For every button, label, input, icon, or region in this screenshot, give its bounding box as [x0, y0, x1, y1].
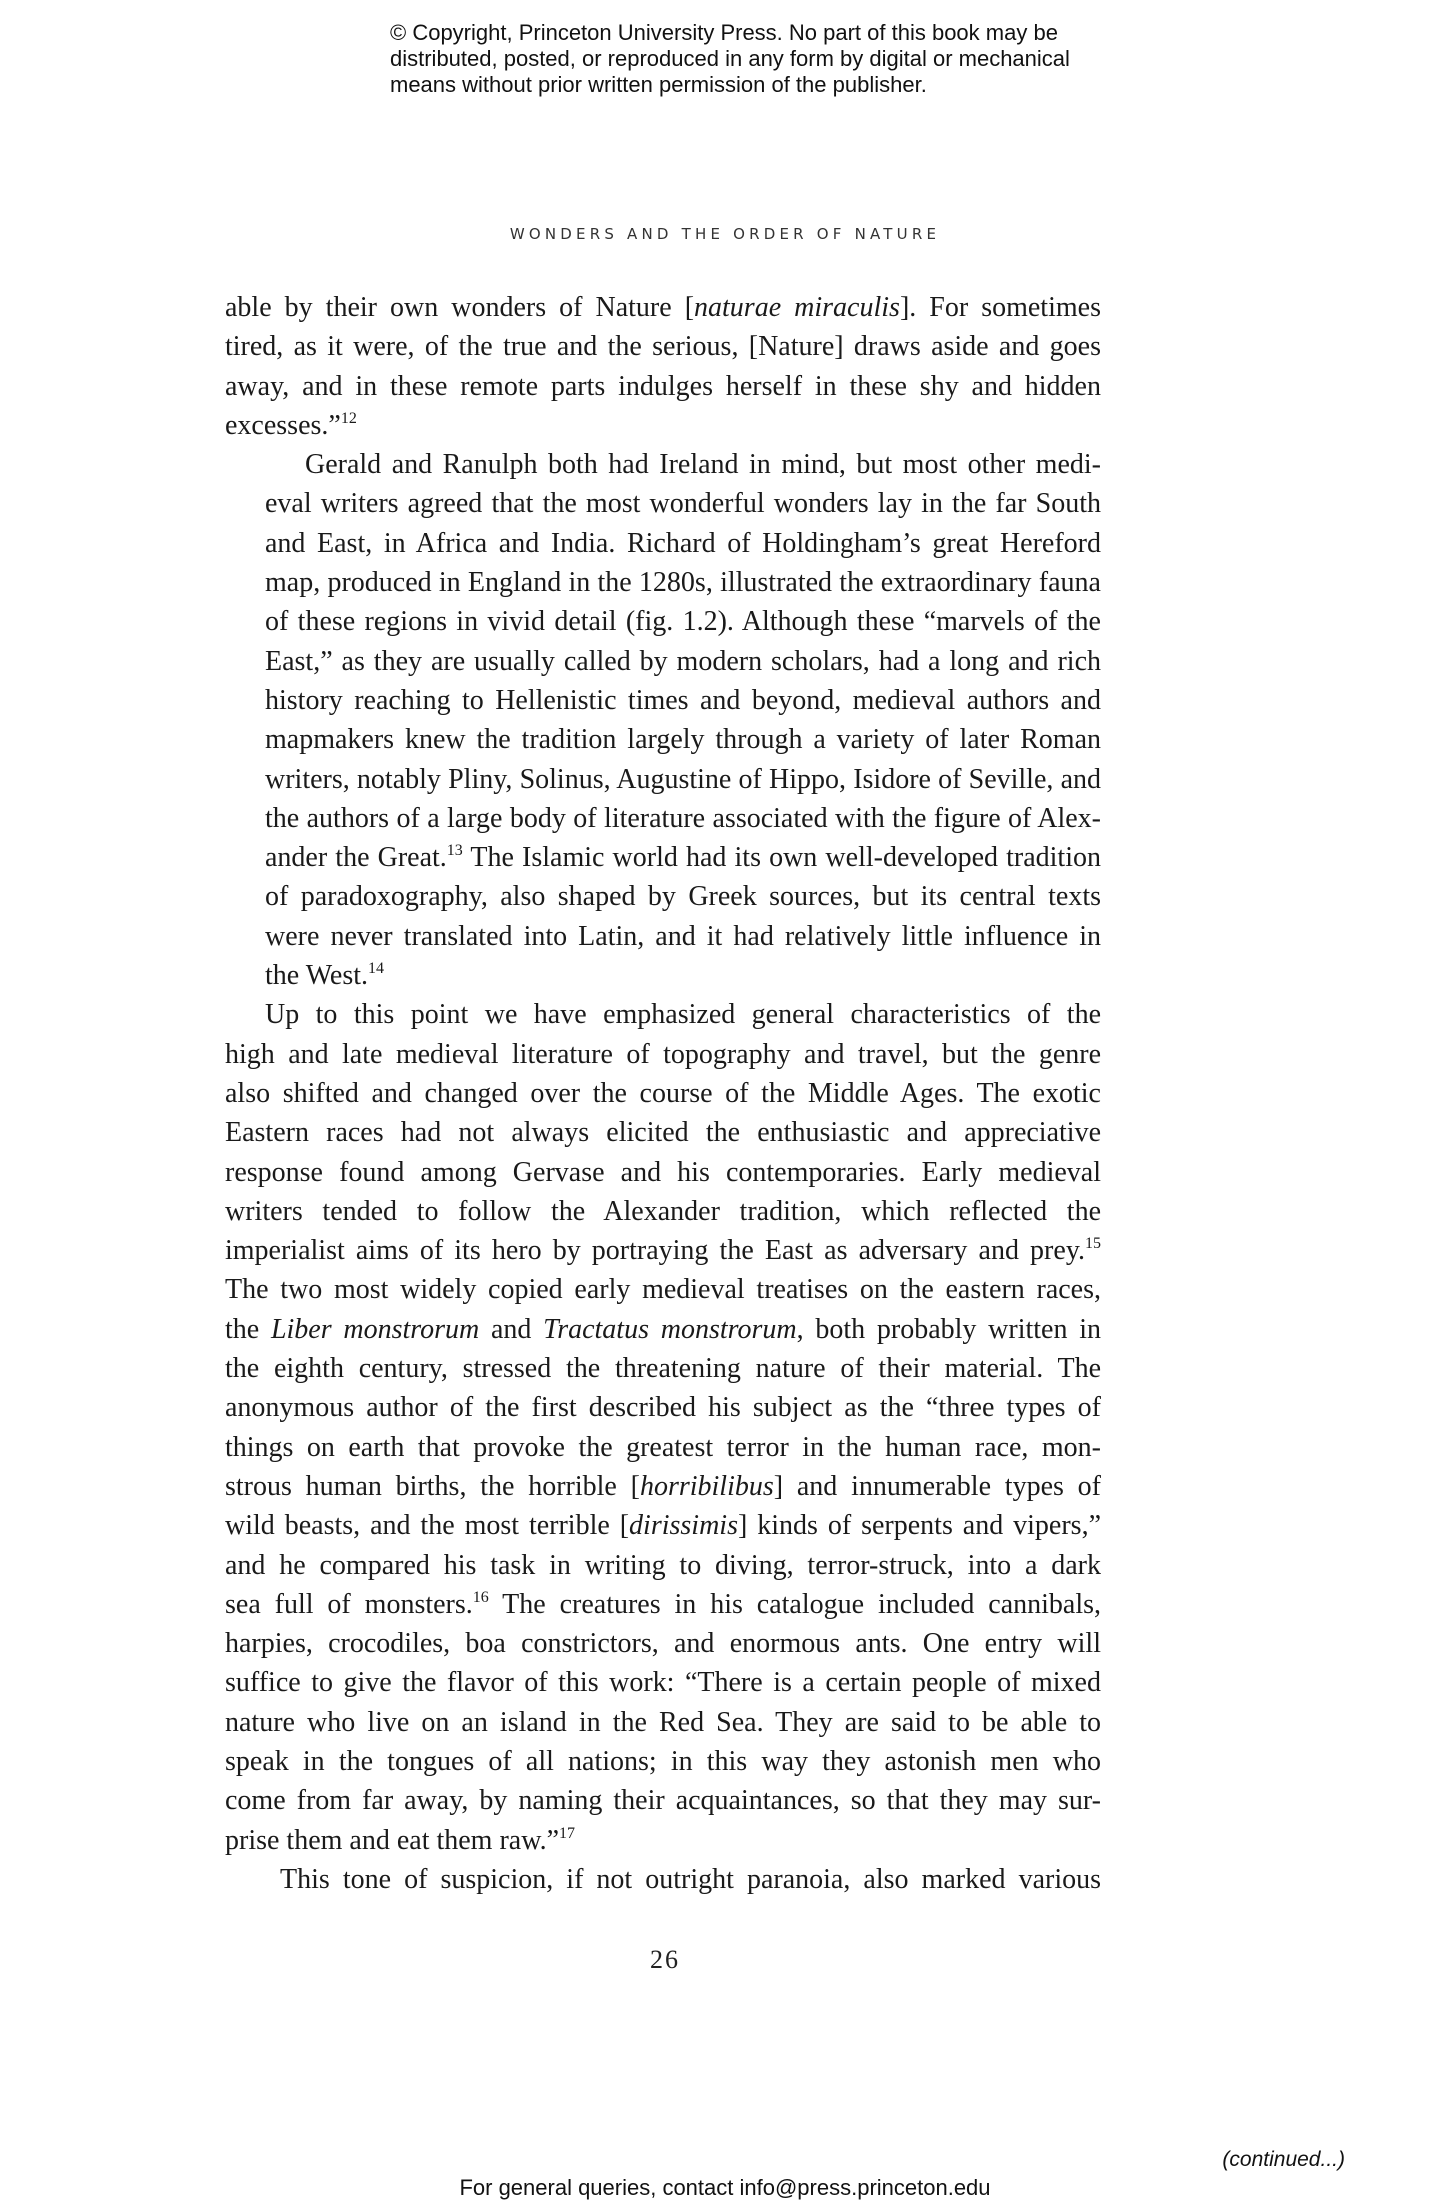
- paragraph: [225, 445, 1101, 995]
- text-line: ander the Great.$^{13}$ The Islamic world had its own well-developed tradition: [265, 842, 1101, 874]
- book-title: Liber monstrorum: [270, 1313, 480, 1345]
- footnote-ref: 14: [368, 960, 384, 978]
- footnote-ref: 13: [446, 842, 463, 860]
- text-line: tired, as it were, of the true and the serious, [Nature] draws aside and goes: [225, 331, 1101, 363]
- text-line: speak in the tongues of all nations; in this way they astonish men who: [225, 1745, 1101, 1777]
- footer-contact: For general queries, contact info@press.princeton.edu: [459, 2175, 991, 2200]
- text-line: mapmakers knew the tradition largely through a variety of later Roman: [265, 724, 1101, 756]
- text-line: of these regions in vivid detail (fig. 1.2). Although these “marvels of the: [265, 606, 1101, 638]
- text-line: come from far away, by naming their acquaintances, so that they may sur-: [225, 1785, 1101, 1817]
- text-line: East,” as they are usually called by modern scholars, had a long and rich: [265, 645, 1101, 677]
- text-line: and he compared his task in writing to diving, terror-struck, into a dark: [225, 1549, 1101, 1581]
- text-line: away, and in these remote parts indulges herself in these shy and hidden: [225, 370, 1101, 402]
- text-line: suffice to give the flavor of this work: “There is a certain people of mixed: [225, 1667, 1101, 1699]
- book-title: Tractatus monstrorum: [543, 1313, 797, 1345]
- text-line: sea full of monsters.$^{16}$ The creatures in his catalogue included cannibals,: [225, 1588, 1102, 1620]
- copyright-line: distributed, posted, or reproduced in any form by digital or mechanical: [390, 46, 1070, 71]
- text-line: history reaching to Hellenistic times and beyond, medieval authors and: [265, 684, 1101, 716]
- text-line: writers, notably Pliny, Solinus, Augustine of Hippo, Isidore of Seville, and: [265, 763, 1101, 795]
- copyright-line: © Copyright, Princeton University Press. No part of this book may be: [390, 20, 1058, 45]
- text-line: the West.$^{14}$: [265, 960, 384, 992]
- text-line: response found among Gervase and his contemporaries. Early medieval: [225, 1156, 1101, 1188]
- copyright-line: means without prior written permission of the publisher.: [390, 72, 927, 97]
- text-line: prise them and eat them raw.”$^{17}$: [225, 1824, 576, 1856]
- text-line: of paradoxography, also shaped by Greek sources, but its central texts: [265, 881, 1101, 913]
- text-line: able by their own wonders of Nature [naturae miraculis]. For sometimes: [225, 292, 1101, 323]
- running-head: WONDERS AND THE ORDER OF NATURE: [509, 225, 941, 243]
- text-line: map, produced in England in the 1280s, illustrated the extraordinary fauna: [265, 567, 1101, 599]
- text-line: Gerald and Ranulph both had Ireland in mind, but most other medi-: [305, 449, 1101, 481]
- text-line: excesses.”$^{12}$: [225, 409, 357, 441]
- text-line: Eastern races had not always elicited the enthusiastic and appreciative: [225, 1117, 1101, 1149]
- text-line: and East, in Africa and India. Richard of Holdingham’s great Hereford: [265, 527, 1101, 559]
- text-line: wild beasts, and the most terrible [dirissimis] kinds of serpents and vipers,”: [225, 1510, 1101, 1542]
- body-text: [225, 288, 1101, 1899]
- text-line: writers tended to follow the Alexander tradition, which reflected the: [225, 1195, 1101, 1227]
- text-line: Up to this point we have emphasized general characteristics of the: [265, 999, 1101, 1031]
- footnote-ref: 16: [472, 1588, 489, 1606]
- latin-term: horribilibus: [639, 1470, 774, 1502]
- footnote-ref: 15: [1085, 1235, 1101, 1253]
- continued-note: (continued...): [1222, 2148, 1345, 2171]
- text-line: things on earth that provoke the greatest terror in the human race, mon-: [225, 1431, 1101, 1463]
- text-line: the authors of a large body of literature associated with the figure of Alex-: [265, 802, 1101, 834]
- text-line: eval writers agreed that the most wonderful wonders lay in the far South: [265, 488, 1101, 520]
- text-line: harpies, crocodiles, boa constrictors, and enormous ants. One entry will: [225, 1628, 1101, 1660]
- text-line: This tone of suspicion, if not outright paranoia, also marked various: [280, 1863, 1101, 1895]
- copyright-notice: [390, 20, 1110, 98]
- text-line: anonymous author of the first described his subject as the “three types of: [225, 1392, 1101, 1424]
- footnote-ref: 12: [340, 409, 357, 427]
- text-line: the eighth century, stressed the threatening nature of their material. The: [225, 1353, 1101, 1385]
- footnote-ref: 17: [559, 1824, 576, 1842]
- text-line: were never translated into Latin, and it had relatively little influence in: [265, 920, 1101, 952]
- text-line: also shifted and changed over the course of the Middle Ages. The exotic: [225, 1077, 1101, 1109]
- text-line: the Liber monstrorum and Tractatus monstrorum, both probably written in: [225, 1313, 1101, 1345]
- paragraph: [225, 1860, 1101, 1899]
- text-line: high and late medieval literature of topography and travel, but the genre: [225, 1038, 1101, 1070]
- text-line: nature who live on an island in the Red Sea. They are said to be able to: [225, 1706, 1101, 1738]
- text-line: The two most widely copied early medieval treatises on the eastern races,: [225, 1274, 1101, 1306]
- latin-term: naturae miraculis: [694, 292, 900, 323]
- paragraph: [225, 995, 1101, 1860]
- paragraph: [225, 288, 1101, 445]
- page-number: 26: [650, 1945, 680, 1974]
- text-line: strous human births, the horrible [horribilibus] and innumerable types of: [225, 1470, 1102, 1502]
- latin-term: dirissimis: [629, 1510, 738, 1542]
- text-line: imperialist aims of its hero by portraying the East as adversary and prey.$^{15}$: [225, 1235, 1101, 1267]
